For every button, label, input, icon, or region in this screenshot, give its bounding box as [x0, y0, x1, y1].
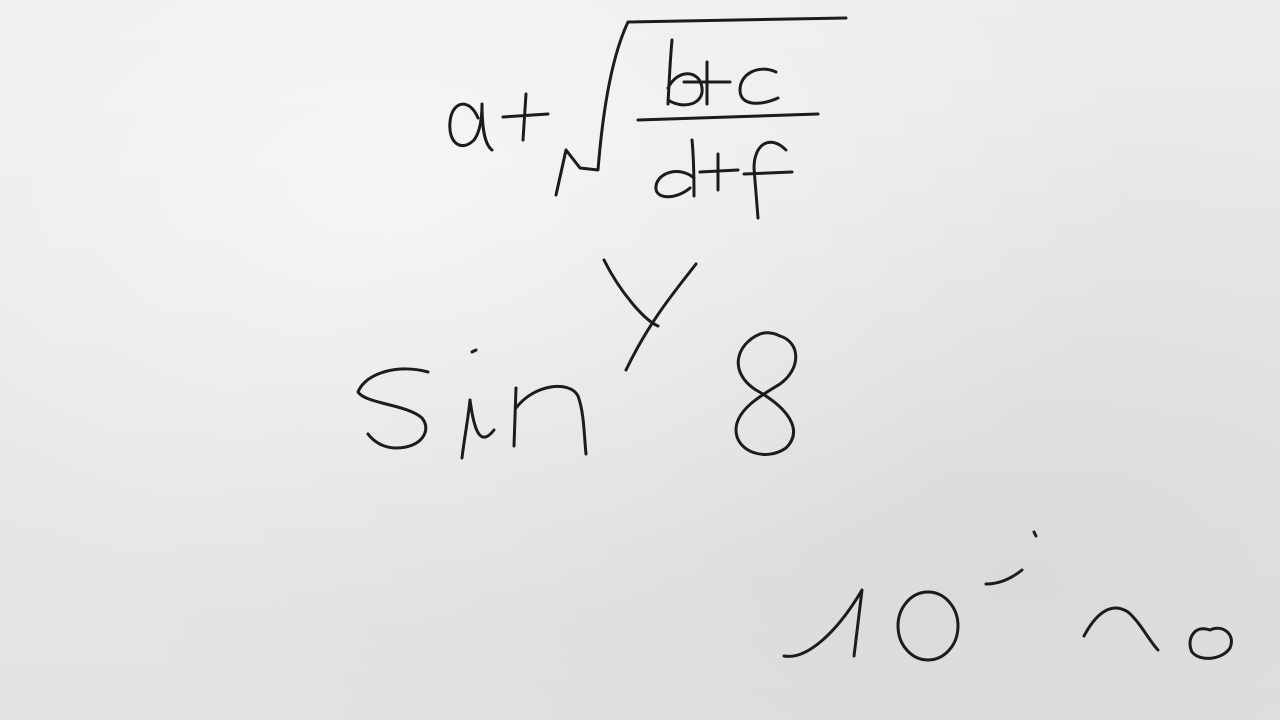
- glyph-a: [450, 104, 492, 150]
- glyph-f: [744, 142, 792, 218]
- glyph-c: [740, 69, 778, 103]
- glyph-plus: [684, 62, 730, 104]
- glyph-y: [604, 260, 696, 370]
- glyph-n: [514, 386, 586, 454]
- expression-sin-power: [358, 260, 796, 458]
- radical-sign: [556, 18, 846, 195]
- glyph-b: [668, 40, 702, 105]
- glyph-0: [898, 592, 958, 660]
- glyph-plus: [700, 154, 738, 190]
- glyph-i-dot: [472, 350, 476, 352]
- glyph-1: [784, 590, 862, 656]
- glyph-plus: [503, 94, 548, 140]
- glyph-n: [1084, 608, 1158, 650]
- glyph-i: [462, 400, 494, 458]
- fraction-bar: [638, 114, 818, 120]
- glyph-i-exp: [986, 532, 1036, 584]
- expression-ten-power: [784, 532, 1231, 660]
- glyph-8: [736, 333, 796, 455]
- glyph-d: [656, 140, 694, 197]
- glyph-o: [1190, 628, 1231, 658]
- glyph-s: [358, 369, 428, 448]
- expression-sqrt-fraction: [450, 18, 846, 218]
